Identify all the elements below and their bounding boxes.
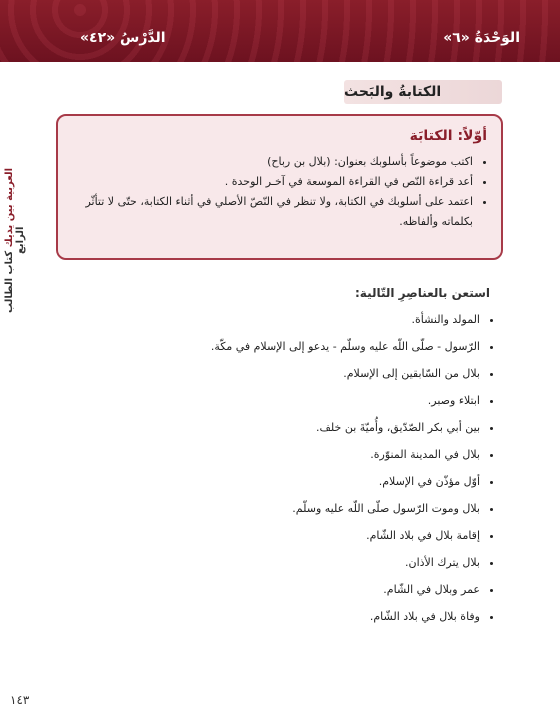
side-subject: العربية بين يديك [4, 167, 15, 247]
element-item: • بين أبي بكر الصّدّيق، وأُميّةَ بن خلف. [40, 414, 480, 441]
element-item: • المولد والنشأة. [40, 306, 480, 333]
element-item: • بلال في المدينة المنوّرة. [40, 441, 480, 468]
elements-list [40, 306, 490, 630]
writing-item: • اعتمد على أسلوبك في الكتابة، ولا تنظر في النّصّ الأصلي في أثناء الكتابة، حتّى لا تتأثّر بكلماته وألفاظه. [72, 192, 473, 232]
element-item: • عمر وبلال في الشّام. [40, 576, 480, 603]
element-item: • بلال من السّابقين إلى الإسلام. [40, 360, 480, 387]
element-item: • ابتلاء وصبر. [40, 387, 480, 414]
element-item: • بلال يترك الأذان. [40, 549, 480, 576]
page-header [0, 0, 560, 62]
element-item: • بلال وموت الرّسول صلّى اللّه عليه وسلّم. [40, 495, 480, 522]
writing-item: • أعد قراءة النّص في القراءة الموسعة في آخـر الوحدة . [72, 172, 473, 192]
writing-item: • اكتب موضوعاً بأسلوبك بعنوان: (بلال بن رباح) [72, 152, 473, 172]
unit-label: الوَحْدَةُ «٦» [443, 30, 520, 46]
writing-box [56, 114, 503, 260]
lesson-label: الدَّرْسُ «٤٢» [80, 30, 166, 46]
element-item: • وفاة بلال في بلاد الشّام. [40, 603, 480, 630]
page-number: ١٤٣ [10, 693, 30, 707]
element-item: • الرّسول - صلّى اللّه عليه وسلّم - يدعو إلى الإسلام في مكّة. [40, 333, 480, 360]
elements-title: استعن بالعناصِرِ التّالية: [355, 286, 490, 300]
writing-heading: أوّلاً: الكتابَة [409, 128, 487, 144]
element-item: • إقامة بلال في بلاد الشّام. [40, 522, 480, 549]
side-book: كتاب الطالب الرابع [4, 226, 26, 313]
section-title: الكتابةُ والبَحث [344, 80, 502, 104]
element-item: • أوّل مؤذّن في الإسلام. [40, 468, 480, 495]
writing-list [72, 152, 487, 232]
side-book-label [4, 160, 32, 320]
